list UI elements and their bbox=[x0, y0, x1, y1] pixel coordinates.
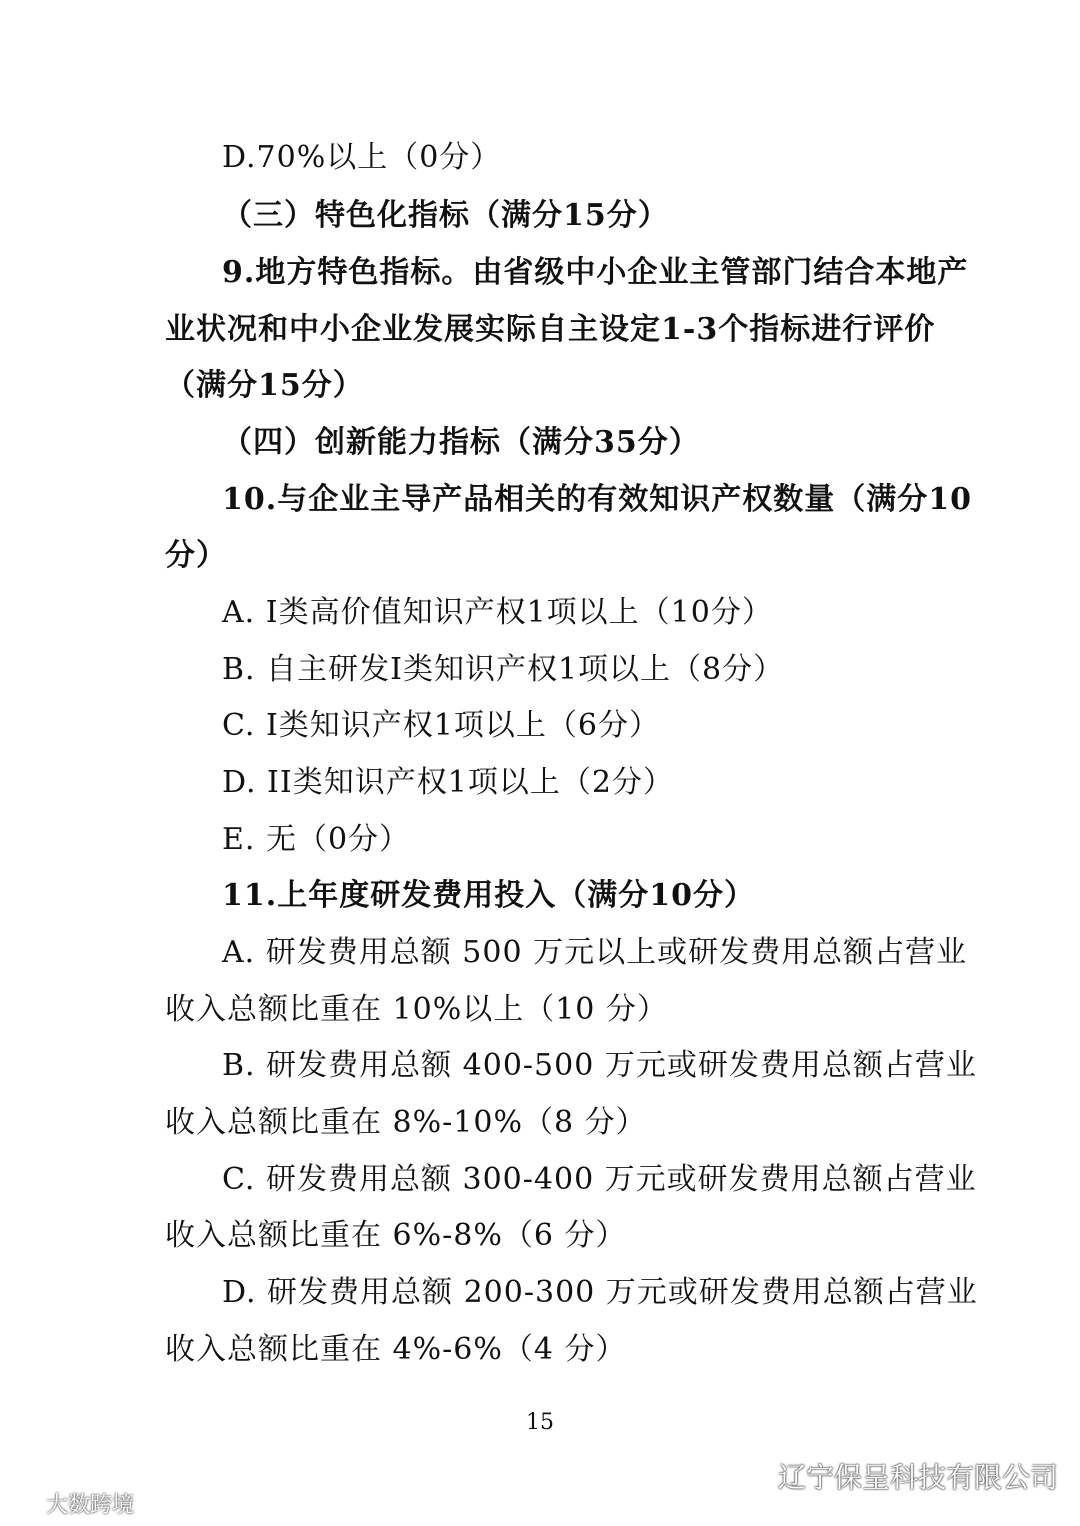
item-10-line-1: 10.与企业主导产品相关的有效知识产权数量（满分10 bbox=[222, 482, 972, 517]
watermark-weibo bbox=[12, 1492, 134, 1520]
watermark-brand: 大数跨境 bbox=[46, 1493, 135, 1518]
item-10-line-2: 分） bbox=[165, 538, 227, 573]
item-11-option-c-line-2: 收入总额比重在 6%-8%（6 分） bbox=[165, 1218, 627, 1253]
item-10-option-a: A. I类高价值知识产权1项以上（10分） bbox=[222, 595, 773, 630]
item-11-option-a-line-2: 收入总额比重在 10%以上（10 分） bbox=[165, 992, 668, 1027]
wechat-logo-icon bbox=[736, 1463, 770, 1493]
item-9-line-1: 9.地方特色指标。由省级中小企业主管部门结合本地产 bbox=[222, 255, 969, 290]
watermark-company-name: 辽宁保呈科技有限公司 bbox=[778, 1461, 1059, 1494]
item-11-option-c-line-1: C. 研发费用总额 300-400 万元或研发费用总额占营业 bbox=[222, 1162, 977, 1197]
section-heading-4: （四）创新能力指标（满分35分） bbox=[222, 425, 700, 460]
item-10-option-e: E. 无（0分） bbox=[222, 822, 411, 857]
item-9-line-3: （满分15分） bbox=[165, 368, 364, 403]
item-11-heading: 11.上年度研发费用投入（满分10分） bbox=[222, 878, 755, 913]
item-11-option-b-line-2: 收入总额比重在 8%-10%（8 分） bbox=[165, 1105, 647, 1140]
item-10-option-c: C. I类知识产权1项以上（6分） bbox=[222, 708, 660, 743]
item-11-option-d-line-1: D. 研发费用总额 200-300 万元或研发费用总额占营业 bbox=[222, 1275, 978, 1310]
watermark-wechat bbox=[736, 1460, 1058, 1496]
item-10-option-d: D. II类知识产权1项以上（2分） bbox=[222, 765, 674, 800]
item-10-option-b: B. 自主研发I类知识产权1项以上（8分） bbox=[222, 652, 785, 687]
option-d-line: D.70%以上（0分） bbox=[222, 140, 502, 175]
weibo-logo-icon bbox=[12, 1495, 42, 1517]
page-number: 15 bbox=[526, 1410, 554, 1435]
section-heading-3: （三）特色化指标（满分15分） bbox=[222, 198, 669, 233]
item-11-option-b-line-1: B. 研发费用总额 400-500 万元或研发费用总额占营业 bbox=[222, 1048, 977, 1083]
item-11-option-d-line-2: 收入总额比重在 4%-6%（4 分） bbox=[165, 1332, 627, 1367]
item-9-line-2: 业状况和中小企业发展实际自主设定1-3个指标进行评价 bbox=[165, 312, 936, 347]
item-11-option-a-line-1: A. 研发费用总额 500 万元以上或研发费用总额占营业 bbox=[222, 935, 968, 970]
